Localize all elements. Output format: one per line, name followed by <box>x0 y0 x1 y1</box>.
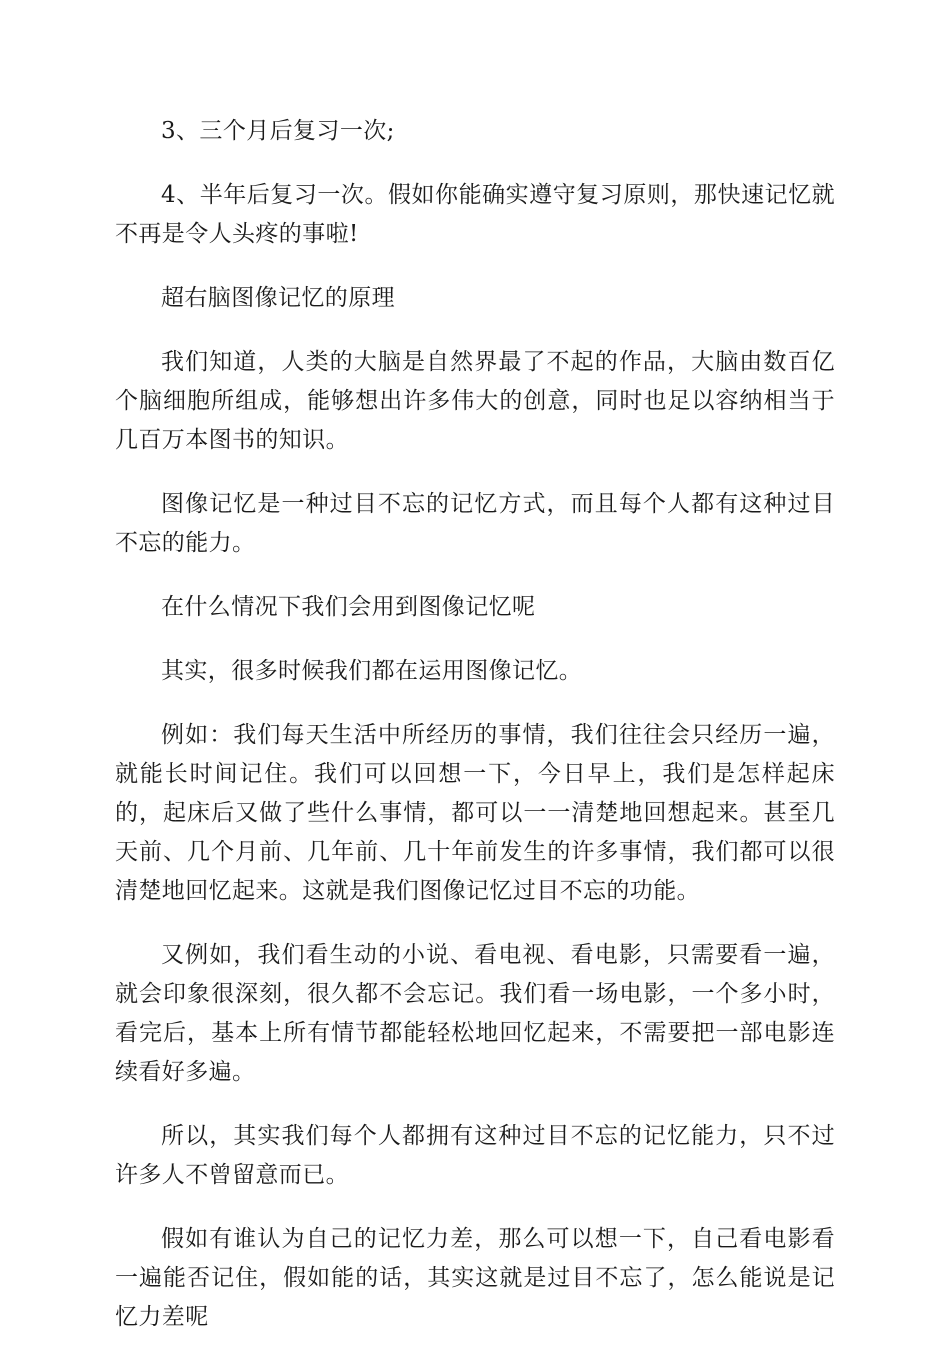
document-body <box>115 112 835 1362</box>
section-heading-image-memory-principle: 超右脑图像记忆的原理 <box>161 285 395 311</box>
section-heading-when-use: 在什么情况下我们会用到图像记忆呢 <box>161 594 536 620</box>
paragraph-everyone-has-ability: 所以，其实我们每个人都拥有这种过目不忘的记忆能力，只不过许多人不曾留意而已。 <box>115 1123 835 1188</box>
paragraph-image-memory-definition: 图像记忆是一种过目不忘的记忆方式，而且每个人都有这种过目不忘的能力。 <box>115 491 835 556</box>
paragraph-often-use: 其实，很多时候我们都在运用图像记忆。 <box>161 658 583 684</box>
paragraph-brain-intro: 我们知道，人类的大脑是自然界最了不起的作品，大脑由数百亿个脑细胞所组成，能够想出许多伟大的创意，同时也足以容纳相当于几百万本图书的知识。 <box>115 349 835 453</box>
paragraph-example-movies: 又例如，我们看生动的小说、看电视、看电影，只需要看一遍，就会印象很深刻，很久都不会忘记。我们看一场电影，一个多小时，看完后，基本上所有情节都能轻松地回忆起来，不需要把一部电影连续看好多遍。 <box>115 942 835 1085</box>
paragraph-review-three-months: 3、三个月后复习一次; <box>161 118 395 144</box>
paragraph-poor-memory-question: 假如有谁认为自己的记忆力差，那么可以想一下，自己看电影看一遍能否记住，假如能的话，其实这就是过目不忘了，怎么能说是记忆力差呢 <box>115 1226 835 1330</box>
paragraph-example-daily-life: 例如：我们每天生活中所经历的事情，我们往往会只经历一遍，就能长时间记住。我们可以回想一下，今日早上，我们是怎样起床的，起床后又做了些什么事情，都可以一一清楚地回想起来。甚至几天前、几个月前、几年前、几十年前发生的许多事情，我们都可以很清楚地回忆起来。这就是我们图像记忆过目不忘的功能。 <box>115 722 835 904</box>
paragraph-review-half-year: 4、半年后复习一次。假如你能确实遵守复习原则，那快速记忆就不再是令人头疼的事啦! <box>115 182 835 247</box>
